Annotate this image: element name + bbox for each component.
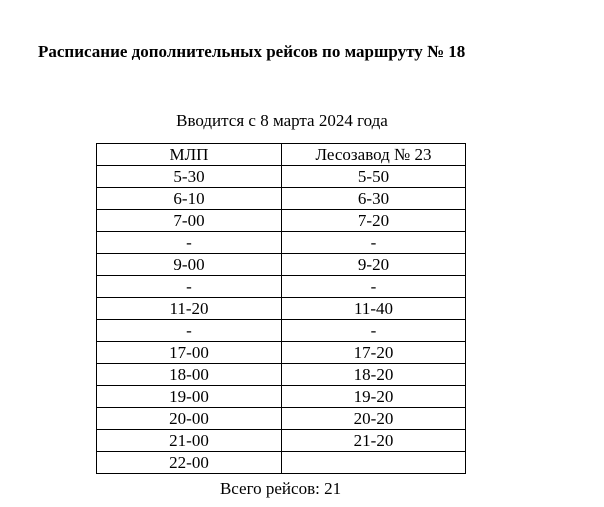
departure-mlp: 20-00 bbox=[97, 408, 282, 430]
effective-date: Вводится с 8 марта 2024 года bbox=[176, 111, 388, 130]
departure-lesozavod: 18-20 bbox=[282, 364, 466, 386]
table-row bbox=[97, 320, 466, 342]
table-row bbox=[97, 166, 466, 188]
table-row bbox=[97, 188, 466, 210]
departure-mlp: - bbox=[97, 232, 282, 254]
departure-lesozavod: 5-50 bbox=[282, 166, 466, 188]
departure-mlp: 11-20 bbox=[97, 298, 282, 320]
departure-lesozavod: 17-20 bbox=[282, 342, 466, 364]
table-row bbox=[97, 452, 466, 474]
departure-mlp: 6-10 bbox=[97, 188, 282, 210]
table-row bbox=[97, 386, 466, 408]
table-row bbox=[97, 210, 466, 232]
departure-mlp: - bbox=[97, 320, 282, 342]
total-trips: Всего рейсов: 21 bbox=[219, 479, 342, 498]
departure-mlp: 19-00 bbox=[97, 386, 282, 408]
departure-mlp: 21-00 bbox=[97, 430, 282, 452]
table-row bbox=[97, 298, 466, 320]
departure-mlp: - bbox=[97, 276, 282, 298]
table-row bbox=[97, 232, 466, 254]
departure-lesozavod: 11-40 bbox=[282, 298, 466, 320]
departure-lesozavod: 9-20 bbox=[282, 254, 466, 276]
table-row bbox=[97, 276, 466, 298]
departure-lesozavod: 7-20 bbox=[282, 210, 466, 232]
departure-mlp: 9-00 bbox=[97, 254, 282, 276]
document-title: Расписание дополнительных рейсов по маршруту № 18 bbox=[38, 42, 466, 61]
departure-lesozavod: 19-20 bbox=[282, 386, 466, 408]
departure-lesozavod: 20-20 bbox=[282, 408, 466, 430]
table-row bbox=[97, 408, 466, 430]
table-row bbox=[97, 342, 466, 364]
departure-lesozavod: - bbox=[282, 232, 466, 254]
table-row bbox=[97, 430, 466, 452]
departure-mlp: 18-00 bbox=[97, 364, 282, 386]
table-row bbox=[97, 254, 466, 276]
departure-lesozavod: - bbox=[282, 276, 466, 298]
departure-mlp: 22-00 bbox=[97, 452, 282, 474]
departure-mlp: 7-00 bbox=[97, 210, 282, 232]
departure-lesozavod bbox=[282, 452, 466, 474]
departure-lesozavod: 6-30 bbox=[282, 188, 466, 210]
table-header-row bbox=[97, 144, 466, 166]
departure-lesozavod: 21-20 bbox=[282, 430, 466, 452]
departure-mlp: 17-00 bbox=[97, 342, 282, 364]
schedule-table bbox=[96, 143, 466, 474]
column-header-lesozavod: Лесозавод № 23 bbox=[282, 144, 466, 166]
column-header-mlp: МЛП bbox=[97, 144, 282, 166]
departure-mlp: 5-30 bbox=[97, 166, 282, 188]
departure-lesozavod: - bbox=[282, 320, 466, 342]
table-row bbox=[97, 364, 466, 386]
